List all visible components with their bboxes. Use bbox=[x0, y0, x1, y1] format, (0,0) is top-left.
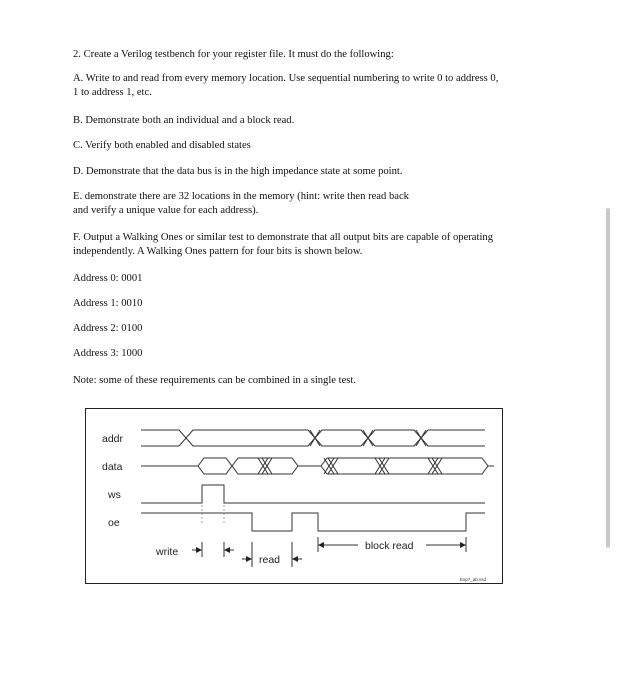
requirement-d: D. Demonstrate that the data bus is in the high impedance state at some point. bbox=[73, 166, 403, 177]
requirement-f: F. Output a Walking Ones or similar test to demonstrate that all output bits are capable of operating independently. A Walking Ones pattern for four bits is shown below. bbox=[73, 232, 493, 257]
addr-waveform bbox=[141, 430, 485, 446]
ws-waveform bbox=[141, 485, 485, 503]
requirement-c: C. Verify both enabled and disabled states bbox=[73, 140, 251, 151]
walking-ones-address-2: Address 2: 0100 bbox=[73, 323, 143, 334]
read-label: read bbox=[259, 554, 281, 566]
walking-ones-address-3: Address 3: 1000 bbox=[73, 348, 143, 359]
requirement-b: B. Demonstrate both an individual and a block read. bbox=[73, 115, 295, 126]
timing-guides bbox=[202, 505, 224, 525]
note: Note: some of these requirements can be combined in a single test. bbox=[73, 375, 357, 386]
walking-ones-address-1: Address 1: 0010 bbox=[73, 298, 143, 309]
vertical-scrollbar[interactable] bbox=[606, 208, 610, 548]
data-waveform bbox=[141, 458, 494, 474]
timing-diagram-svg bbox=[86, 409, 504, 585]
block-read-interval-marker bbox=[318, 537, 466, 552]
oe-waveform bbox=[141, 513, 485, 531]
task-heading: 2. Create a Verilog testbench for your register file. It must do the following: bbox=[73, 49, 394, 60]
read-interval-marker bbox=[242, 542, 302, 567]
timing-diagram bbox=[85, 408, 503, 584]
requirement-e: E. demonstrate there are 32 locations in the memory (hint: write then read back and verify a unique value for each address). bbox=[73, 191, 409, 216]
requirement-a: A. Write to and read from every memory location. Use sequential numbering to write 0 to address 0, 1 to address 1, etc. bbox=[73, 73, 499, 98]
file-label: Exp7_ab.vsd bbox=[460, 577, 487, 582]
signal-label-ws: ws bbox=[108, 489, 121, 501]
signal-label-addr: addr bbox=[102, 433, 124, 445]
block-read-label: block read bbox=[365, 540, 414, 552]
signal-label-data: data bbox=[102, 461, 123, 473]
write-label: write bbox=[156, 546, 179, 558]
signal-label-oe: oe bbox=[108, 517, 120, 529]
write-interval-marker bbox=[155, 542, 234, 558]
walking-ones-address-0: Address 0: 0001 bbox=[73, 273, 143, 284]
